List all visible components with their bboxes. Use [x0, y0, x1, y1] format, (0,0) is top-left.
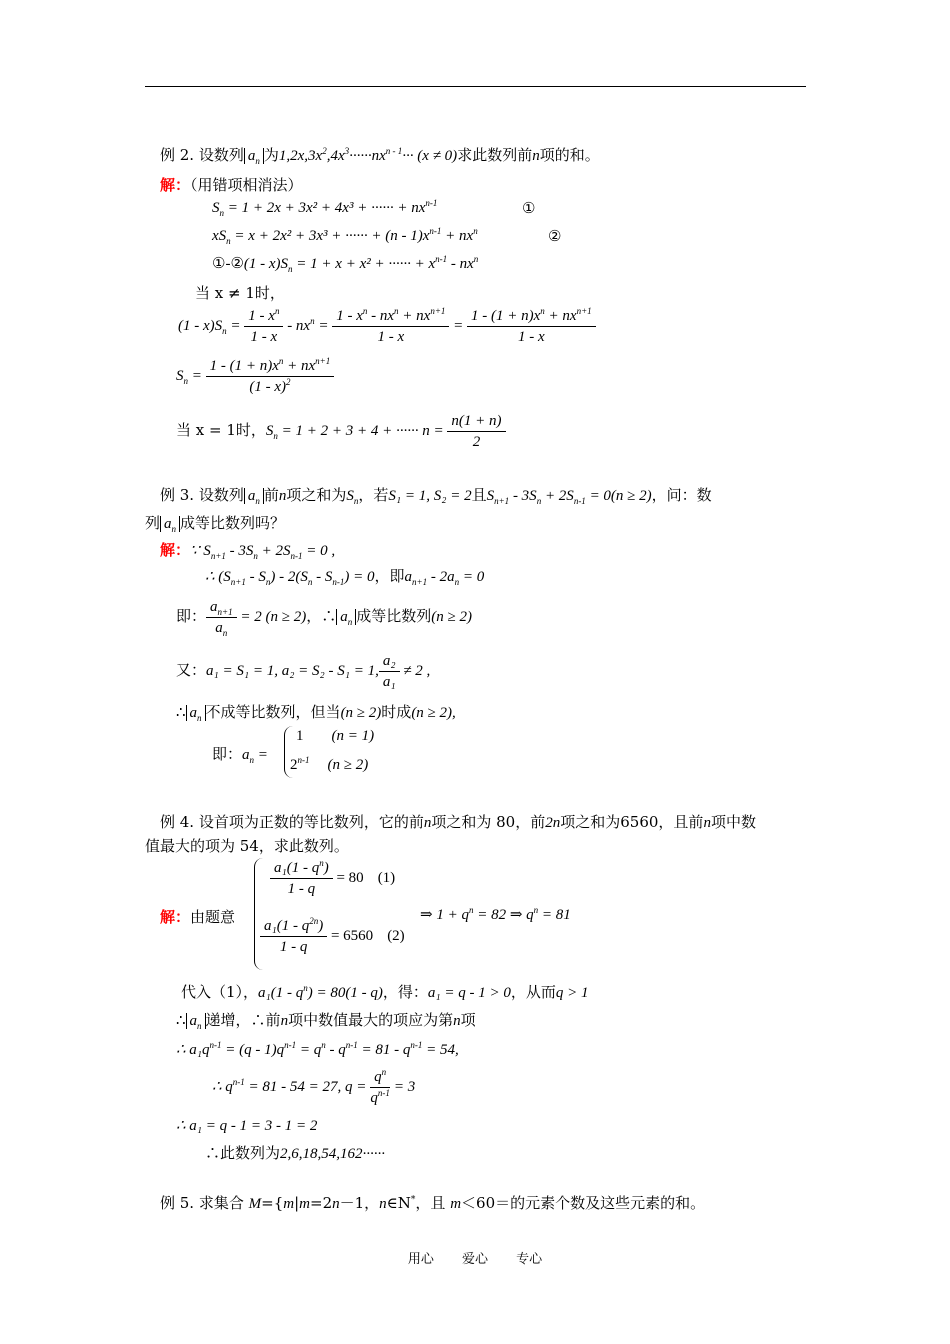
fraction: $\frac{1 - x^n}{1 - x}$	[244, 306, 283, 347]
fraction: $\frac{1 - x^n - nx^n + nx^{n+1}}{1 - x}$	[332, 306, 449, 347]
ex5-statement: 例 5. 求集合 M={m|m=2n－1，n∈N*，且 m＜60＝的元素个数及这些元素的和。	[160, 1194, 706, 1212]
fraction: $\frac{\text{a₂}}{\text{a₁}}$	[379, 651, 400, 692]
ex2-eq3: ①-②(1 - $x)S_n = 1 + x + x^2$ + ······ + $x^{n-1} - nx^n$	[212, 254, 479, 274]
ex2-solution-label: 解：（用错项相消法）	[160, 176, 303, 194]
fraction: $\frac{a_1(1 - q^{2n})}{1 - q}$	[260, 916, 327, 957]
ex4-system-eq1: $\frac{a_1(1 - q^n)}{1 - q}$ = 80 (1)	[270, 858, 395, 899]
ex3-sol-line4: 又：a₁ = S₁ = 1, a₂ = S₂ - S₁ = 1, $\frac{\text{a₂}}{\text{a₁}}$ ≠ 2 ,	[176, 653, 431, 691]
fraction: $\frac{a_{n+1}}{a_n}$	[206, 597, 237, 638]
fraction: $\frac{q^n}{q^{n-1}}$	[370, 1067, 390, 1107]
ex2-when-x-ne-1: 当 x ≠ 1时，	[195, 284, 285, 302]
ex3-case1: 1 (n = 1)	[296, 728, 375, 744]
ex4-sol-label: 解：由题意	[160, 908, 236, 926]
ex4-line3: ∴ $a_1q^{n-1} = (q - 1)q^{n-1} = q^n - q^{n-1} = 81 - q^{n-1} = 54$,	[176, 1040, 459, 1058]
ex2-sn-result: $S_n$ = $\frac{1 - (1 + n)x^n + nx^{n+1}}{(1 - x)^2}$	[176, 356, 334, 397]
ex3-sol-line1: 解：∵ $S_{n+1} - 3S_n + 2S_{n-1} = 0$ ,	[160, 541, 336, 561]
ex4-statement-line1: 例 4. 设首项为正数的等比数列，它的前n项之和为 80，前2n项之和为6560，且前n项中数	[160, 813, 756, 831]
ex2-sn-derivation: $(1 - x)S_n$ = $\frac{1 - x^n}{1 - x}$ - $nx^n$ = $\frac{1 - x^n - nx^n + nx^{n+1}}{1 - x}$ = $\frac{1 - (1 + n)x^n + nx^{n+1}}{1 - x}$	[178, 306, 596, 347]
ex2-statement: 例 2. 设数列 $a_n$ 为$1,2x,3x^2,4x^3\cdot\cdot\cdot\cdot\cdot\cdot nx^{n - 1}\cdot\cdot\cdot (x \ne 0)$求此数列前n项的和。	[160, 146, 600, 166]
ex4-line1: 代入（1），$a_1(1 - q^n) = 80(1 - q)$，得：a₁ = q - 1 > 0，从而q > 1	[181, 983, 589, 1001]
ex3-case2: 2$^{n-1}$ (n ≥ 2)	[290, 755, 369, 773]
fraction: $\frac{n(1 + n)}{2}$	[447, 411, 505, 452]
ex3-sol-line2: ∴ $(S_{n+1} - S_n) - 2(S_n - S_{n-1}) = 0$，即$a_{n+1} - 2a_n = 0$	[205, 567, 485, 587]
ex2-mark2: ②	[548, 227, 562, 245]
ex4-implication: ⇒ $1 + q^n = 82$ ⇒ $q^n = 81$	[420, 905, 571, 923]
fraction: $\frac{a_1(1 - q^n)}{1 - q}$	[270, 858, 333, 899]
ex4-line6: ∴此数列为2,6,18,54,162······	[205, 1144, 386, 1162]
fraction: $\frac{1 - (1 + n)x^n + nx^{n+1}}{(1 - x)^2}$	[206, 356, 335, 397]
ex3-sol-line3: 即： $\frac{a_{n+1}}{a_n}$ = 2 (n ≥ 2)，∴ $a_n$ 成等比数列(n ≥ 2)	[176, 599, 472, 639]
ex2-mark1: ①	[522, 199, 536, 217]
ex4-line2: ∴ $a_n$ 递增，∴前n项中数值最大的项应为第n项	[176, 1011, 476, 1031]
page-footer: 用心 爱心 专心	[407, 1252, 543, 1267]
ex4-statement-line2: 值最大的项为 54，求此数列。	[145, 837, 349, 855]
ex2-eq1: $S_n = 1 + 2x + 3x^2 + 4x^3$ + ······ + $nx^{n-1}$	[212, 198, 438, 218]
ex3-sol-line6: 即：$a_n$ =	[212, 745, 268, 765]
ex2-when-x-eq-1: 当 x = 1时，$S_n = 1 + 2 + 3 + 4$ + ······ n = $\frac{n(1 + n)}{2}$	[176, 410, 506, 452]
ex2-eq2: $xS_n = x + 2x^2 + 3x^3$ + ······ + $(n - 1)x^{n-1} + nx^n$	[212, 226, 478, 246]
ex3-statement-line2: 列 $a_n$ 成等比数列吗？	[145, 514, 286, 534]
ex3-sol-line5: ∴ $a_n$ 不成等比数列，但当(n ≥ 2)时成(n ≥ 2),	[176, 703, 456, 723]
ex3-statement-line1: 例 3. 设数列 $a_n$ 前n项之和为$S_n$，若S₁ = 1, S₂ = 2且$S_{n+1} - 3S_n + 2S_{n-1} = 0(n \ge 2)$，问：数	[160, 486, 712, 506]
fraction: $\frac{1 - (1 + n)x^n + nx^{n+1}}{1 - x}$	[467, 306, 596, 347]
header-rule	[145, 86, 806, 87]
ex4-system-eq2: $\frac{a_1(1 - q^{2n})}{1 - q}$ = 6560 (2)	[260, 916, 405, 957]
ex4-line4: ∴ $q^{n-1} = 81 - 54 = 27$, q = $\frac{q^n}{q^{n-1}}$ = 3	[212, 1067, 416, 1107]
ex4-line5: ∴ a₁ = q - 1 = 3 - 1 = 2	[176, 1118, 318, 1134]
